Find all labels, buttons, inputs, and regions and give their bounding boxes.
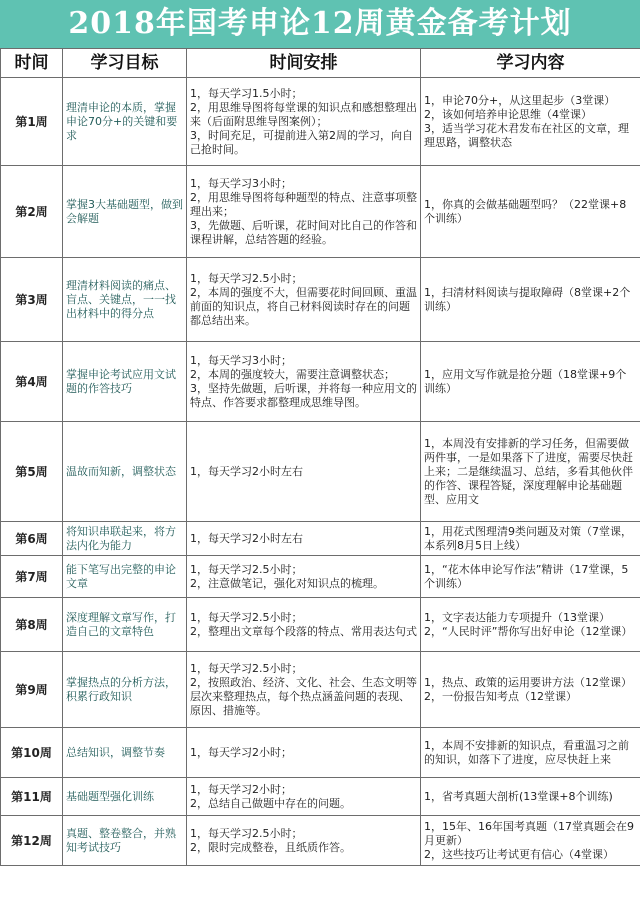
- schedule-line: 1，每天学习2.5小时；: [190, 661, 303, 675]
- schedule-line: 2，用思维导图将每种题型的特点、注意事项整理出来；: [190, 190, 417, 218]
- table-row: [1, 728, 640, 778]
- header-content: 学习内容: [421, 49, 640, 78]
- goal-cell: 理清材料阅读的痛点、盲点、关键点，一一找出材料中的得分点: [63, 258, 187, 342]
- week-cell: 第12周: [1, 816, 63, 866]
- schedule-line: 1，每天学习3小时；: [190, 353, 292, 367]
- week-cell: 第1周: [1, 78, 63, 166]
- goal-cell: 掌握3大基础题型，做到会解题: [63, 166, 187, 258]
- table-row: [1, 556, 640, 598]
- schedule-cell: [187, 728, 421, 778]
- schedule-line: 2，限时完成整卷，且纸质作答。: [190, 840, 351, 854]
- schedule-cell: [187, 422, 421, 522]
- goal-cell: 深度理解文章写作，打造自己的文章特色: [63, 598, 187, 652]
- schedule-cell: [187, 652, 421, 728]
- schedule-line: 3，时间充足，可提前进入第2周的学习，向自己抢时间。: [190, 128, 413, 156]
- study-plan-table: [0, 48, 640, 866]
- page-title: 2018年国考申论12周黄金备考计划: [0, 0, 640, 48]
- content-cell: [421, 522, 640, 556]
- content-cell: [421, 652, 640, 728]
- content-line: 2，这些技巧让考试更有信心（4堂课）: [424, 847, 614, 861]
- header-time: 时间: [1, 49, 63, 78]
- header-goal: 学习目标: [63, 49, 187, 78]
- content-cell: [421, 422, 640, 522]
- week-cell: 第10周: [1, 728, 63, 778]
- content-line: 1，文字表达能力专项提升（13堂课）: [424, 610, 610, 624]
- schedule-line: 1，每天学习2.5小时；: [190, 562, 303, 576]
- goal-cell: 总结知识，调整节奏: [63, 728, 187, 778]
- table-row: [1, 78, 640, 166]
- goal-cell: 掌握热点的分析方法，积累行政知识: [63, 652, 187, 728]
- schedule-line: 3，坚持先做题，后听课，并将每一种应用文的特点、作答要求都整理成思维导图。: [190, 381, 417, 409]
- goal-cell: 能下笔写出完整的申论文章: [63, 556, 187, 598]
- content-cell: [421, 816, 640, 866]
- header-schedule: 时间安排: [187, 49, 421, 78]
- table-row: [1, 166, 640, 258]
- goal-cell: 掌握申论考试应用文试题的作答技巧: [63, 342, 187, 422]
- goal-cell: 基础题型强化训练: [63, 778, 187, 816]
- week-cell: 第6周: [1, 522, 63, 556]
- schedule-line: 1，每天学习2小时；: [190, 782, 292, 796]
- table-row: [1, 652, 640, 728]
- content-line: 1，本周没有安排新的学习任务，但需要做两件事，一是如果落下了进度，需要尽快赶上来；二是继续温习、总结，多看其他伙伴的作答、课程答疑，深度理解申论基础题型、应用文: [424, 436, 633, 506]
- week-cell: 第5周: [1, 422, 63, 522]
- table-row: [1, 422, 640, 522]
- content-line: 1，本周不安排新的知识点，看重温习之前的知识，如落下了进度，应尽快赶上来: [424, 738, 629, 766]
- content-line: 1，你真的会做基础题型吗？（22堂课+8个训练）: [424, 197, 627, 225]
- schedule-line: 2，本周的强度不大，但需要花时间回顾、重温前面的知识点，将自己材料阅读时存在的问题都总结出来。: [190, 285, 417, 327]
- content-line: 1，应用文写作就是抢分题（18堂课+9个训练）: [424, 367, 627, 395]
- schedule-cell: [187, 258, 421, 342]
- content-cell: [421, 342, 640, 422]
- week-cell: 第11周: [1, 778, 63, 816]
- week-cell: 第4周: [1, 342, 63, 422]
- content-line: 1，用花式图理清9类问题及对策（7堂课，本系列8月5日上线）: [424, 524, 632, 552]
- content-cell: [421, 778, 640, 816]
- schedule-line: 1，每天学习2.5小时；: [190, 826, 303, 840]
- content-cell: [421, 728, 640, 778]
- schedule-cell: [187, 816, 421, 866]
- content-line: 1，热点、政策的运用要讲方法（12堂课）: [424, 675, 632, 689]
- week-cell: 第7周: [1, 556, 63, 598]
- week-cell: 第8周: [1, 598, 63, 652]
- schedule-cell: [187, 166, 421, 258]
- schedule-cell: [187, 78, 421, 166]
- goal-cell: 真题、整卷整合，并熟知考试技巧: [63, 816, 187, 866]
- schedule-line: 2，用思维导图将每堂课的知识点和感想整理出来（后面附思维导图案例）；: [190, 100, 417, 128]
- content-cell: [421, 598, 640, 652]
- schedule-cell: [187, 342, 421, 422]
- schedule-line: 1，每天学习3小时；: [190, 176, 292, 190]
- schedule-line: 1，每天学习2.5小时；: [190, 271, 303, 285]
- content-cell: [421, 78, 640, 166]
- content-line: 1，扫清材料阅读与提取障碍（8堂课+2个训练）: [424, 285, 631, 313]
- header-row: [1, 49, 640, 78]
- content-line: 2，该如何培养申论思维（4堂课）: [424, 107, 592, 121]
- schedule-line: 1，每天学习2小时；: [190, 745, 292, 759]
- schedule-line: 1，每天学习2小时左右: [190, 464, 303, 478]
- content-line: 2，“人民时评”帮你写出好申论（12堂课）: [424, 624, 633, 638]
- content-cell: [421, 556, 640, 598]
- content-line: 1，省考真题大剖析(13堂课+8个训练): [424, 789, 613, 803]
- schedule-cell: [187, 778, 421, 816]
- table-row: [1, 258, 640, 342]
- goal-cell: 理清申论的本质，掌握申论70分+的关键和要求: [63, 78, 187, 166]
- week-cell: 第2周: [1, 166, 63, 258]
- schedule-line: 2，整理出文章每个段落的特点、常用表达句式: [190, 624, 417, 638]
- schedule-cell: [187, 522, 421, 556]
- content-line: 1，“花木体申论写作法”精讲（17堂课，5个训练）: [424, 562, 629, 590]
- schedule-line: 1，每天学习2.5小时；: [190, 610, 303, 624]
- content-cell: [421, 258, 640, 342]
- schedule-line: 2，注意做笔记，强化对知识点的梳理。: [190, 576, 384, 590]
- schedule-cell: [187, 556, 421, 598]
- week-cell: 第9周: [1, 652, 63, 728]
- schedule-cell: [187, 598, 421, 652]
- goal-cell: 将知识串联起来，将方法内化为能力: [63, 522, 187, 556]
- schedule-line: 1，每天学习1.5小时；: [190, 86, 303, 100]
- table-row: [1, 522, 640, 556]
- content-line: 1，申论70分+，从这里起步（3堂课）: [424, 93, 616, 107]
- week-cell: 第3周: [1, 258, 63, 342]
- table-row: [1, 342, 640, 422]
- content-cell: [421, 166, 640, 258]
- content-line: 1，15年、16年国考真题（17堂真题会在9月更新）: [424, 819, 634, 847]
- schedule-line: 2，本周的强度较大，需要注意调整状态；: [190, 367, 395, 381]
- content-line: 2，一份报告知考点（12堂课）: [424, 689, 577, 703]
- table-row: [1, 598, 640, 652]
- schedule-line: 1，每天学习2小时左右: [190, 531, 303, 545]
- content-line: 3，适当学习花木君发布在社区的文章，理理思路，调整状态: [424, 121, 629, 149]
- schedule-line: 2，按照政治、经济、文化、社会、生态文明等层次来整理热点，每个热点涵盖问题的表现、原因、措施等。: [190, 675, 417, 717]
- goal-cell: 温故而知新，调整状态: [63, 422, 187, 522]
- table-row: [1, 816, 640, 866]
- schedule-line: 2，总结自己做题中存在的问题。: [190, 796, 351, 810]
- schedule-line: 3，先做题、后听课，花时间对比自己的作答和课程讲解，总结答题的经验。: [190, 218, 417, 246]
- table-row: [1, 778, 640, 816]
